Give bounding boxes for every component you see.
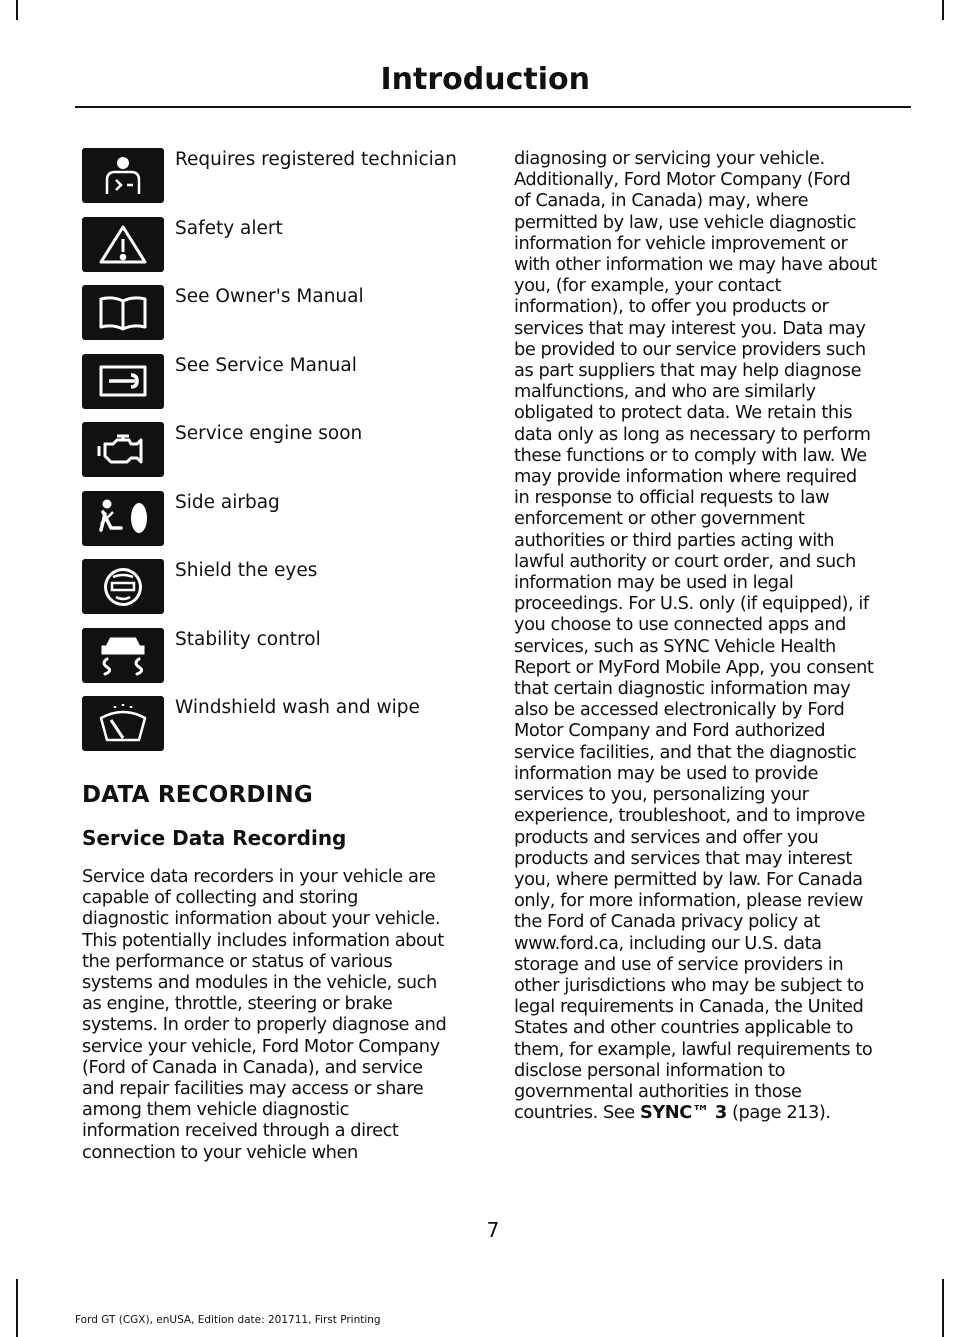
stability-control-icon xyxy=(82,628,164,683)
text-line: products and services that may interest xyxy=(514,847,852,869)
text-line: service your vehicle, Ford Motor Company xyxy=(82,1035,440,1057)
text-line: information may be used in legal xyxy=(514,572,794,594)
text-line: also be accessed electronically by Ford xyxy=(514,699,845,721)
text-line: you, where permitted by law. For Canada xyxy=(514,868,863,890)
footer-text: Ford GT (CGX), enUSA, Edition date: 201711, First Printing xyxy=(75,1314,381,1326)
text-line: connection to your vehicle when xyxy=(82,1141,358,1163)
open-book-icon xyxy=(82,285,164,340)
service-manual-icon xyxy=(82,354,164,409)
text-line: you, (for example, your contact xyxy=(514,275,782,297)
text-line: disclose personal information to xyxy=(514,1059,786,1081)
text-fragment: countries. See xyxy=(514,1102,640,1124)
text-line: enforcement or other government xyxy=(514,508,805,530)
symbol-label: Service engine soon xyxy=(175,423,363,444)
symbol-item xyxy=(82,285,482,354)
text-line: Report or MyFord Mobile App, you consent xyxy=(514,656,874,678)
text-line xyxy=(514,1102,914,1123)
crop-mark xyxy=(16,1279,18,1337)
right-column-text xyxy=(514,148,914,1123)
text-line: the Ford of Canada privacy policy at xyxy=(514,911,820,933)
symbol-item xyxy=(82,354,482,423)
text-line: information may be used to provide xyxy=(514,762,818,784)
side-airbag-icon xyxy=(82,491,164,546)
text-line: obligated to protect data. We retain this xyxy=(514,402,853,424)
technician-icon xyxy=(82,148,164,203)
text-line: lawful authority or court order, and such xyxy=(514,550,856,572)
text-line: experience, troubleshoot, and to improve xyxy=(514,805,866,827)
text-line: www.ford.ca, including our U.S. data xyxy=(514,932,822,954)
section-subheading: Service Data Recording xyxy=(82,826,347,850)
text-line: be provided to our service providers such xyxy=(514,338,866,360)
text-line: Service data recorders in your vehicle are xyxy=(82,866,436,887)
text-line: of Canada, in Canada) may, where xyxy=(514,190,809,212)
text-line: as engine, throttle, steering or brake xyxy=(82,993,393,1015)
text-line: and repair facilities may access or share xyxy=(82,1078,424,1100)
eye-shield-icon xyxy=(82,559,164,614)
text-line: systems. In order to properly diagnose and xyxy=(82,1014,447,1036)
crop-mark xyxy=(16,0,18,20)
text-line: you choose to use connected apps and xyxy=(514,614,847,636)
text-line: the performance or status of various xyxy=(82,950,393,972)
text-line: permitted by law, use vehicle diagnostic xyxy=(514,211,857,233)
text-line: these functions or to comply with law. We xyxy=(514,444,867,466)
text-line: This potentially includes information about xyxy=(82,929,444,951)
text-line: governmental authorities in those xyxy=(514,1080,802,1102)
text-line: with other information we may have about xyxy=(514,254,877,276)
symbol-item xyxy=(82,628,482,697)
symbol-item xyxy=(82,491,482,560)
text-line: States and other countries applicable to xyxy=(514,1017,854,1039)
text-line: information for vehicle improvement or xyxy=(514,232,848,254)
text-fragment: (page 213). xyxy=(726,1102,831,1124)
symbol-label: Requires registered technician xyxy=(175,149,457,170)
crop-mark xyxy=(942,0,944,20)
text-line: only, for more information, please review xyxy=(514,890,863,912)
text-line: other jurisdictions who may be subject to xyxy=(514,974,864,996)
left-column-text xyxy=(82,866,482,1163)
text-line: products and services and offer you xyxy=(514,826,819,848)
text-line: malfunctions, and who are similarly xyxy=(514,381,816,403)
text-line: as part suppliers that may help diagnose xyxy=(514,360,862,382)
text-line: among them vehicle diagnostic xyxy=(82,1099,349,1121)
text-line: services, such as SYNC Vehicle Health xyxy=(514,635,836,657)
symbol-label: Safety alert xyxy=(175,217,283,239)
text-line: diagnosing or servicing your vehicle. xyxy=(514,148,825,169)
cross-reference-link[interactable]: SYNC™ 3 xyxy=(640,1102,727,1124)
symbol-list xyxy=(82,148,482,765)
text-line: systems and modules in the vehicle, such xyxy=(82,972,437,994)
warning-triangle-icon xyxy=(82,217,164,272)
text-line: (Ford of Canada in Canada), and service xyxy=(82,1056,423,1078)
text-line: proceedings. For U.S. only (if equipped), if xyxy=(514,593,869,615)
symbol-label: See Service Manual xyxy=(175,354,357,376)
text-line: information), to offer you products or xyxy=(514,296,829,318)
symbol-item xyxy=(82,422,482,491)
symbol-label: Windshield wash and wipe xyxy=(175,697,420,718)
page-title: Introduction xyxy=(380,62,590,97)
symbol-label: Stability control xyxy=(175,628,321,650)
text-line: Motor Company and Ford authorized xyxy=(514,720,826,742)
symbol-label: Shield the eyes xyxy=(175,560,318,581)
text-line: storage and use of service providers in xyxy=(514,953,844,975)
text-line: legal requirements in Canada, the United xyxy=(514,996,864,1018)
text-line: in response to official requests to law xyxy=(514,487,830,509)
symbol-label: See Owner's Manual xyxy=(175,286,364,307)
text-line: information received through a direct xyxy=(82,1120,399,1142)
page-number: 7 xyxy=(486,1218,500,1242)
text-line: services that may interest you. Data may xyxy=(514,317,866,339)
text-line: services to you, personalizing your xyxy=(514,784,809,806)
symbol-item xyxy=(82,696,482,765)
engine-icon xyxy=(82,422,164,477)
text-line: capable of collecting and storing xyxy=(82,887,359,909)
windshield-wiper-icon xyxy=(82,696,164,751)
text-line: them, for example, lawful requirements to xyxy=(514,1038,873,1060)
symbol-item xyxy=(82,217,482,286)
text-line: diagnostic information about your vehicle. xyxy=(82,908,441,930)
symbol-item xyxy=(82,148,482,217)
text-line: data only as long as necessary to perform xyxy=(514,423,871,445)
text-line: that certain diagnostic information may xyxy=(514,678,851,700)
section-heading: DATA RECORDING xyxy=(82,782,313,808)
symbol-label: Side airbag xyxy=(175,491,280,513)
text-line: Additionally, Ford Motor Company (Ford xyxy=(514,169,851,191)
header-rule xyxy=(75,106,911,108)
symbol-item xyxy=(82,559,482,628)
crop-mark xyxy=(942,1279,944,1337)
text-line: service facilities, and that the diagnostic xyxy=(514,741,857,763)
text-line: authorities or third parties acting with xyxy=(514,529,835,551)
text-line: may provide information where required xyxy=(514,466,857,488)
